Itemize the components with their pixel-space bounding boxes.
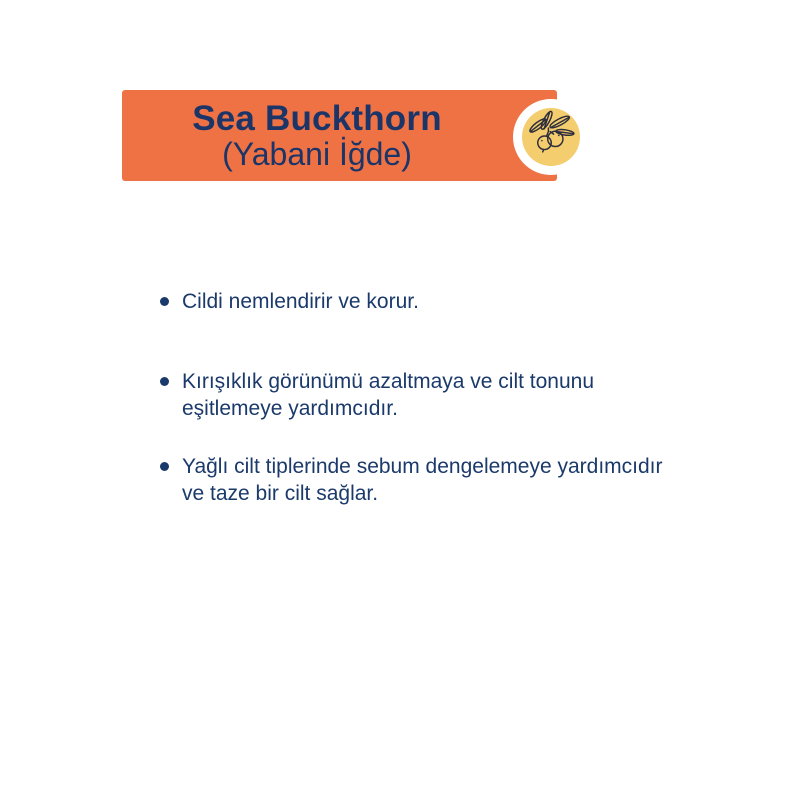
list-item <box>160 453 700 507</box>
bullet-dot <box>160 297 169 306</box>
list-item-text <box>182 288 419 315</box>
bullet-dot <box>160 377 169 386</box>
header-title-block <box>122 90 512 181</box>
list-item <box>160 288 700 315</box>
sea-buckthorn-berries-icon <box>525 109 577 166</box>
list-item-line: Yağlı cilt tiplerinde sebum dengelemeye yardımcıdır <box>182 455 663 478</box>
list-item-text <box>182 453 663 507</box>
list-item <box>160 368 700 422</box>
list-item-line: Cildi nemlendirir ve korur. <box>182 290 419 313</box>
badge-circle <box>522 108 580 166</box>
page-subtitle: (Yabani İğde) <box>222 135 412 172</box>
list-item-text <box>182 368 594 422</box>
list-item-line: Kırışıklık görünümü azaltmaya ve cilt tonunu <box>182 370 595 393</box>
benefits-list <box>160 288 700 507</box>
bullet-dot <box>160 462 169 471</box>
list-item-line: eşitlemeye yardımcıdır. <box>182 397 398 420</box>
page-title: Sea Buckthorn <box>192 98 442 138</box>
list-item-line: ve taze bir cilt sağlar. <box>182 482 379 505</box>
